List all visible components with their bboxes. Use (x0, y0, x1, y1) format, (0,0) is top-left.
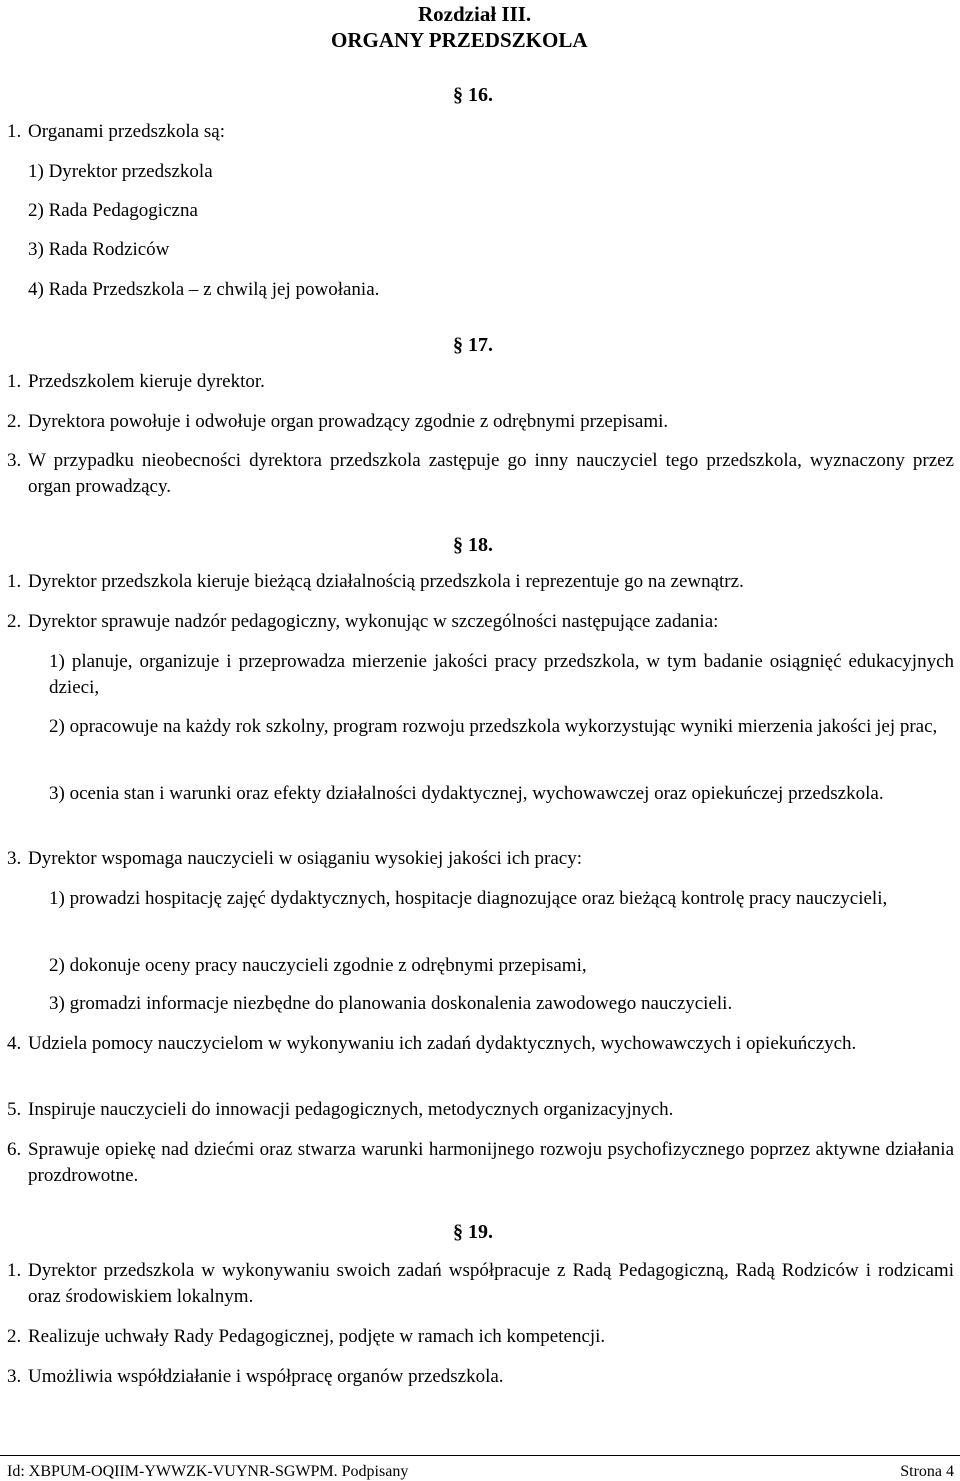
s19-point-3-num: 3. (7, 1366, 22, 1387)
s18-p2-item-1: 1) planuje, organizuje i przeprowadza mierzenie jakości pracy przedszkola, w tym badanie osiągnięć edukacyjnych dzieci, (49, 651, 954, 698)
section-16-mark: § 16. (453, 84, 493, 106)
s18-point-5-num: 5. (7, 1099, 22, 1120)
s19-point-3 (7, 1364, 954, 1390)
s19-point-1 (7, 1258, 954, 1310)
s18-point-2-text: Dyrektor sprawuje nadzór pedagogiczny, wykonując w szczególności następujące zadania: (28, 611, 719, 632)
footer-document-id: Id: XBPUM-OQIIM-YWWZK-VUYNR-SGWPM. Podpisany (7, 1463, 409, 1480)
s18-p2-item-2: 2) opracowuje na każdy rok szkolny, program rozwoju przedszkola wykorzystując wyniki mierzenia jakości jej prac, (49, 716, 938, 737)
s18-p3-item-1: 1) prowadzi hospitację zajęć dydaktycznych, hospitacje diagnozujące oraz bieżącą kontrolę pracy nauczycieli, (49, 888, 888, 909)
s18-point-2 (7, 609, 954, 635)
s17-point-2 (7, 409, 954, 435)
s18-point-6-text: Sprawuje opiekę nad dziećmi oraz stwarza warunki harmonijnego rozwoju psychofizycznego poprzez aktywne działania prozdrowotne. (28, 1139, 954, 1186)
s18-point-3 (7, 846, 954, 872)
s17-point-1-text: Przedszkolem kieruje dyrektor. (28, 371, 265, 392)
s18-point-6 (7, 1137, 954, 1189)
s16-intro (7, 119, 954, 145)
s17-point-1-num: 1. (7, 371, 22, 392)
s18-point-3-text: Dyrektor wspomaga nauczycieli w osiąganiu wysokiej jakości ich pracy: (28, 848, 582, 869)
footer-page-number: Strona 4 (900, 1463, 954, 1480)
s17-point-3-num: 3. (7, 450, 22, 471)
s19-point-1-num: 1. (7, 1260, 22, 1281)
s18-point-2-num: 2. (7, 611, 22, 632)
chapter-title: Rozdział III. (418, 2, 532, 26)
section-18-mark: § 18. (453, 534, 493, 556)
s18-p2-item-3: 3) ocenia stan i warunki oraz efekty działalności dydaktycznej, wychowawczej oraz opiekuńczej przedszkola. (49, 783, 884, 804)
s19-point-1-text: Dyrektor przedszkola w wykonywaniu swoich zadań współpracuje z Radą Pedagogiczną, Radą Rodziców i rodzicami oraz środowiskiem lokalnym. (28, 1260, 954, 1307)
footer-divider (0, 1455, 960, 1456)
s16-intro-num: 1. (7, 121, 22, 142)
s16-intro-text: Organami przedszkola są: (28, 121, 225, 142)
s18-point-1 (7, 569, 954, 595)
chapter-heading: ORGANY PRZEDSZKOLA (331, 28, 588, 52)
s16-item-2: 2) Rada Pedagogiczna (28, 200, 198, 221)
s17-point-3-text: W przypadku nieobecności dyrektora przedszkola zastępuje go inny nauczyciel tego przedszkola, wyznaczony przez organ prowadzący. (28, 450, 954, 497)
s17-point-1 (7, 369, 954, 395)
s19-point-2 (7, 1324, 954, 1350)
section-19-mark: § 19. (453, 1221, 493, 1243)
s18-point-5-text: Inspiruje nauczycieli do innowacji pedagogicznych, metodycznych organizacyjnych. (28, 1099, 674, 1120)
s17-point-2-text: Dyrektora powołuje i odwołuje organ prowadzący zgodnie z odrębnymi przepisami. (28, 411, 669, 432)
s18-p3-item-2: 2) dokonuje oceny pracy nauczycieli zgodnie z odrębnymi przepisami, (49, 955, 587, 976)
section-17-mark: § 17. (453, 334, 493, 356)
s16-item-3: 3) Rada Rodziców (28, 239, 170, 260)
s17-point-3 (7, 448, 954, 500)
s19-point-2-text: Realizuje uchwały Rady Pedagogicznej, podjęte w ramach ich kompetencji. (28, 1326, 606, 1347)
s18-p3-item-3: 3) gromadzi informacje niezbędne do planowania doskonalenia zawodowego nauczycieli. (49, 993, 733, 1014)
s18-point-1-text: Dyrektor przedszkola kieruje bieżącą działalnością przedszkola i reprezentuje go na zewnątrz. (28, 571, 744, 592)
s16-item-1: 1) Dyrektor przedszkola (28, 161, 213, 182)
s17-point-2-num: 2. (7, 411, 22, 432)
s16-item-4: 4) Rada Przedszkola – z chwilą jej powołania. (28, 279, 380, 300)
s18-point-4 (7, 1031, 954, 1057)
s18-point-3-num: 3. (7, 848, 22, 869)
s18-point-6-num: 6. (7, 1139, 22, 1160)
s18-point-1-num: 1. (7, 571, 22, 592)
s18-point-5 (7, 1097, 954, 1123)
s18-point-4-text: Udziela pomocy nauczycielom w wykonywaniu ich zadań dydaktycznych, wychowawczych i opiekuńczych. (28, 1033, 857, 1054)
s18-point-4-num: 4. (7, 1033, 22, 1054)
s19-point-2-num: 2. (7, 1326, 22, 1347)
s19-point-3-text: Umożliwia współdziałanie i współpracę organów przedszkola. (28, 1366, 504, 1387)
